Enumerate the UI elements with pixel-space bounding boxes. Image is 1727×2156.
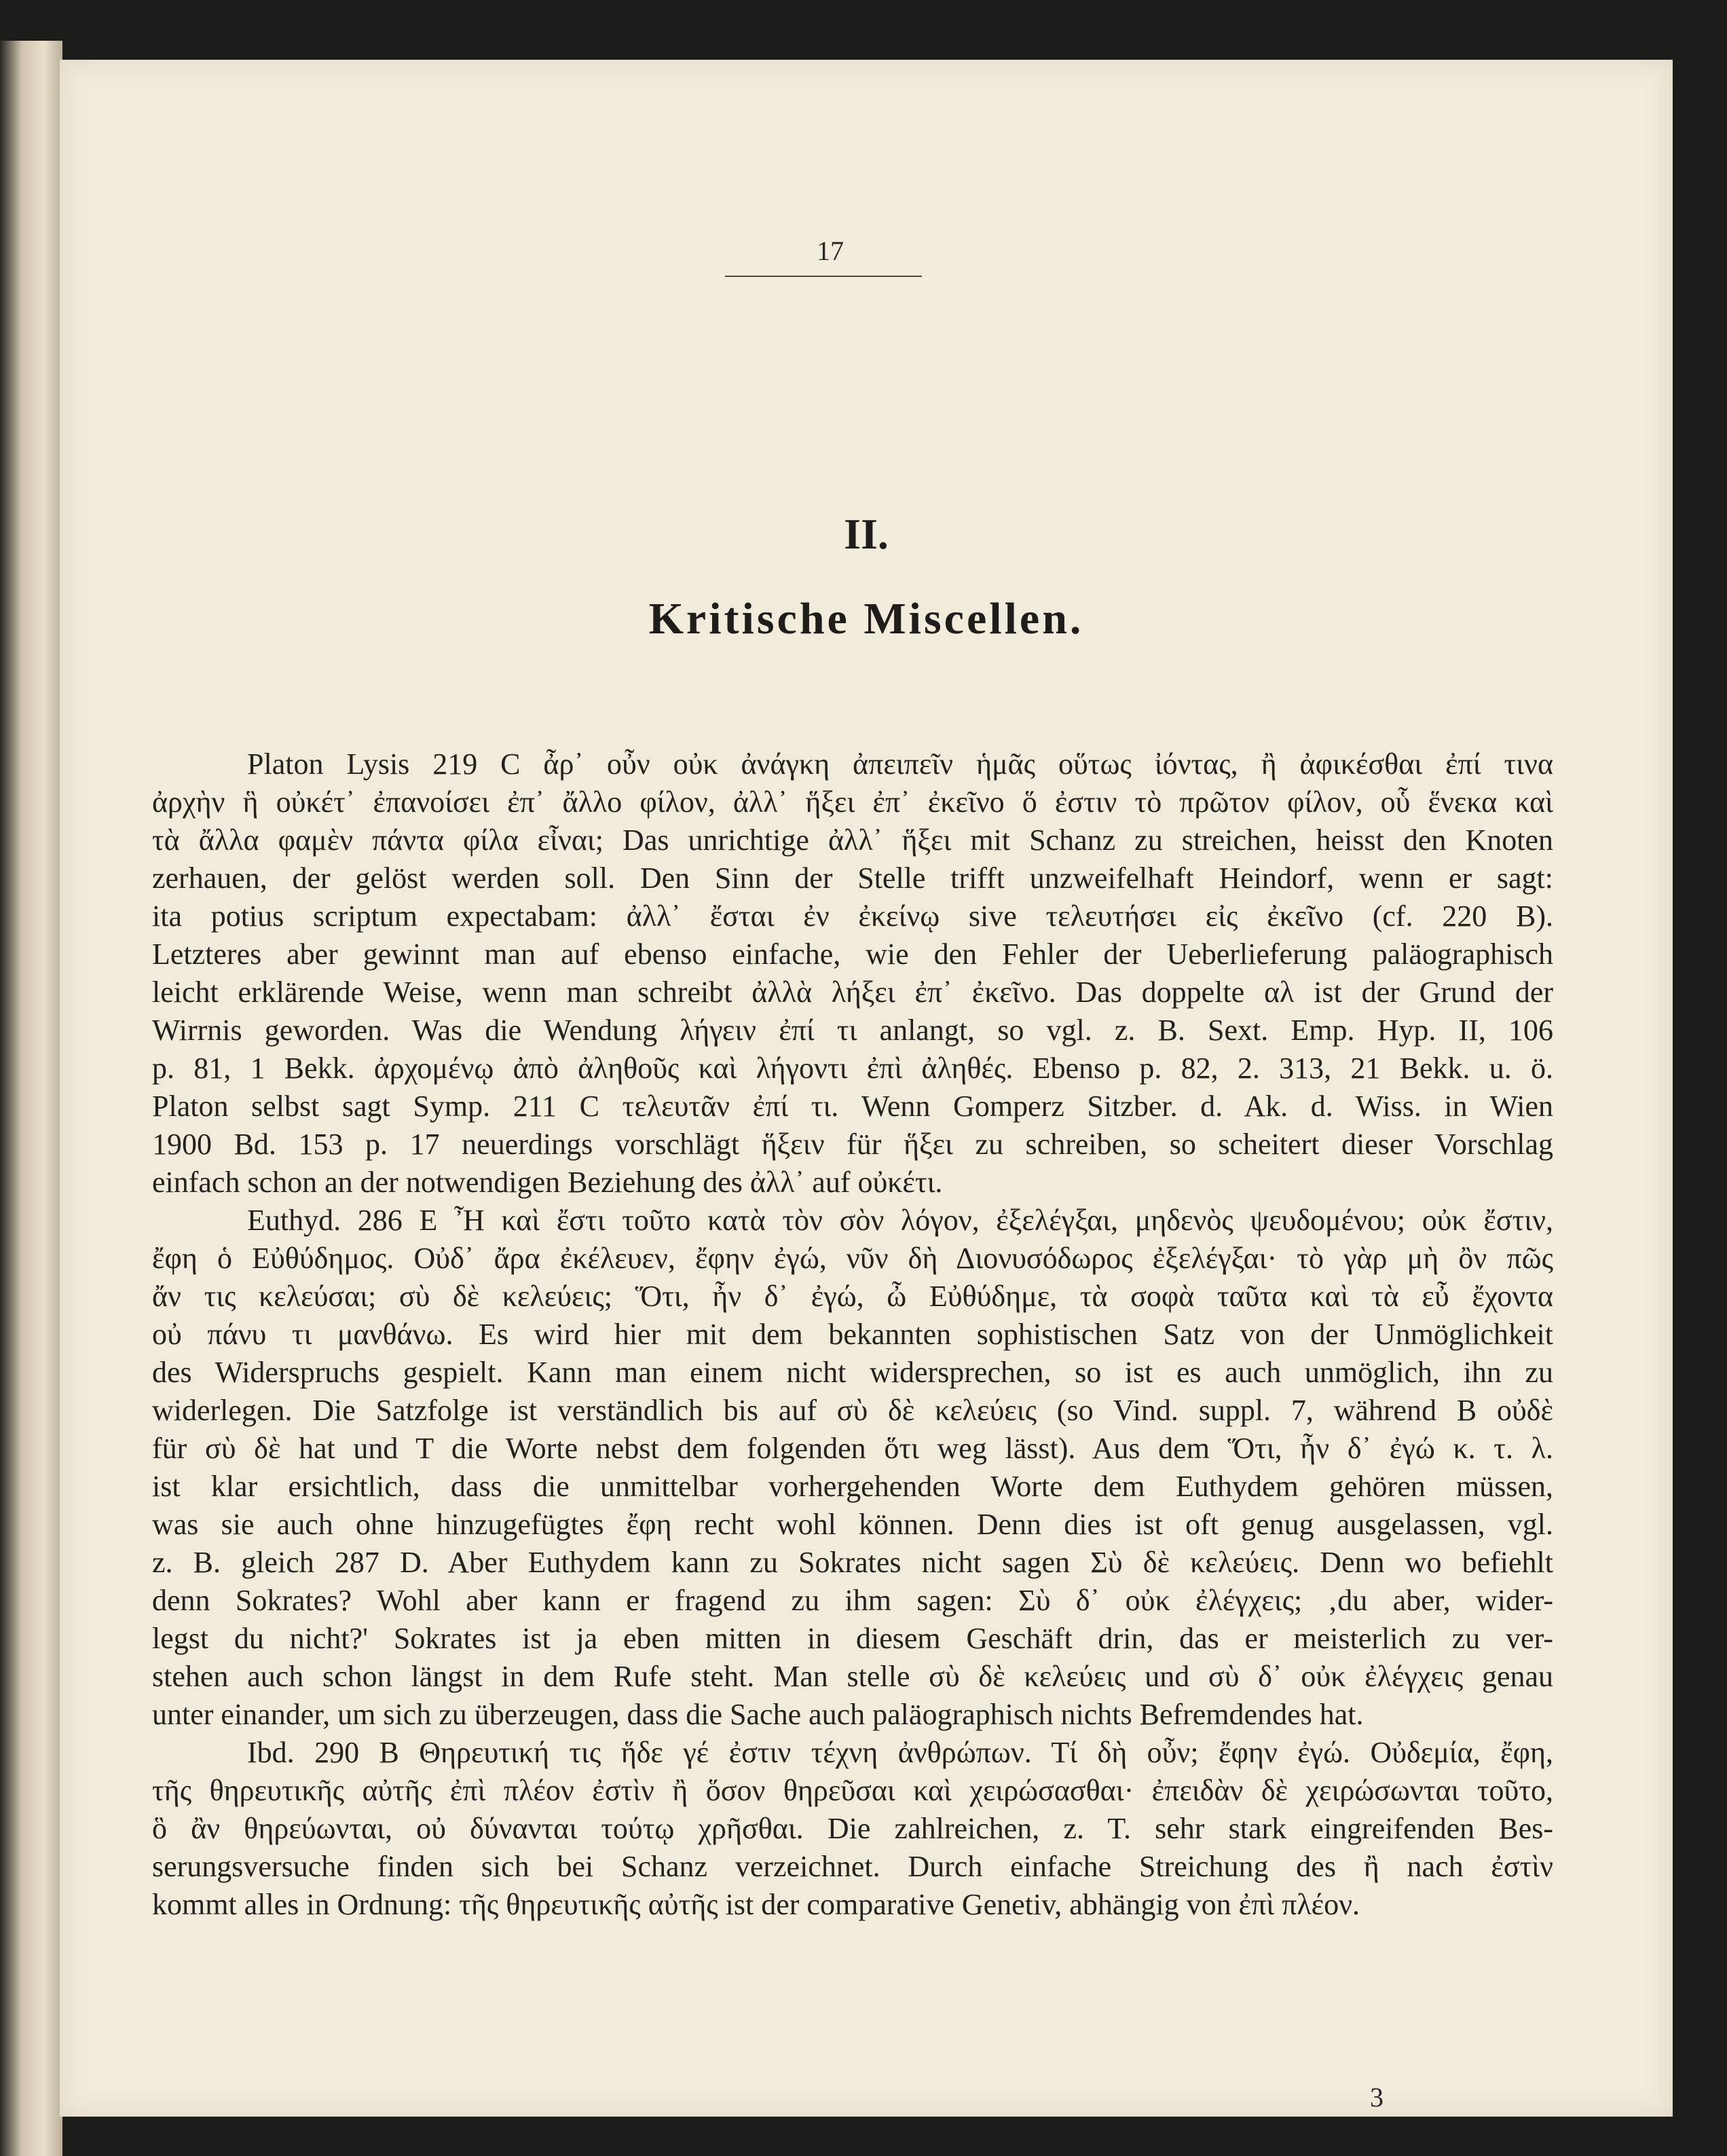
text-line: stehen auch schon längst in dem Rufe steht. Man stelle σὺ δὲ κελεύεις und σὺ δ᾽ οὐκ ἐλέγχεις genau <box>152 1660 1553 1693</box>
text-line: z. B. gleich 287 D. Aber Euthydem kann zu Sokrates nicht sagen Σὺ δὲ κελεύεις. Denn wo befiehlt <box>152 1546 1553 1579</box>
section-title: Kritische Miscellen. <box>648 594 1084 644</box>
text-line: ist klar ersichtlich, dass die unmittelbar vorhergehenden Worte dem Euthydem gehören müssen, <box>152 1470 1553 1503</box>
text-line: ἀρχὴν ἣ οὐκέτ᾽ ἐπανοίσει ἐπ᾽ ἄλλο φίλον, ἀλλ᾽ ἥξει ἐπ᾽ ἐκεῖνο ὅ ἐστιν τὸ πρῶτον φίλον, οὗ ἕνεκα καὶ <box>152 785 1553 819</box>
text-line: τῆς θηρευτικῆς αὐτῆς ἐπὶ πλέον ἐστὶν ἢ ὅσον θηρεῦσαι καὶ χειρώσασθαι· ἐπειδὰν δὲ χειρώσωνται τοῦτο, <box>152 1774 1553 1807</box>
text-line: serungsversuche finden sich bei Schanz verzeichnet. Durch einfache Streichung des ἢ nach ἐστὶν <box>152 1850 1553 1883</box>
text-line: ἔφη ὁ Εὐθύδημος. Οὐδ᾽ ἄρα ἐκέλευεν, ἔφην ἐγώ, νῦν δὴ Διονυσόδωρος ἐξελέγξαι· τὸ γὰρ μὴ ὂν πῶς <box>152 1242 1553 1275</box>
text-line: Euthyd. 286 E Ἦ καὶ ἔστι τοῦτο κατὰ τὸν σὸν λόγον, ἐξελέγξαι, μηδενὸς ψευδομένου; οὐκ ἔστιν, <box>247 1204 1553 1237</box>
text-line: 1900 Bd. 153 p. 17 neuerdings vorschlägt ἥξειν für ἥξει zu schreiben, so scheitert dieser Vorschlag <box>152 1128 1553 1161</box>
text-line: unter einander, um sich zu überzeugen, dass die Sache auch paläographisch nichts Befremdendes hat. <box>152 1698 1364 1731</box>
page-number-rule <box>725 276 922 277</box>
text-line: Platon Lysis 219 C ἆρ᾽ οὖν οὐκ ἀνάγκη ἀπειπεῖν ἡμᾶς οὕτως ἰόντας, ἢ ἀφικέσθαι ἐπί τινα <box>247 747 1553 781</box>
text-line: des Widerspruchs gespielt. Kann man einem nicht widersprechen, so ist es auch unmöglich, ihn zu <box>152 1356 1553 1389</box>
text-line: p. 81, 1 Bekk. ἀρχομένῳ ἀπὸ ἀληθοῦς καὶ λήγοντι ἐπὶ ἀληθές. Ebenso p. 82, 2. 313, 21 Bekk. u. ö. <box>152 1052 1553 1085</box>
text-line: ita potius scriptum expectabam: ἀλλ᾽ ἔσται ἐν ἐκείνῳ sive τελευτήσει εἰς ἐκεῖνο (cf. 220 B). <box>152 899 1553 933</box>
text-line: Wirrnis geworden. Was die Wendung λήγειν ἐπί τι anlangt, so vgl. z. B. Sext. Emp. Hyp. II, 106 <box>152 1014 1553 1047</box>
text-line: οὐ πάνυ τι μανθάνω. Es wird hier mit dem bekannten sophistischen Satz von der Unmöglichkeit <box>152 1318 1553 1351</box>
text-line: ὃ ἂν θηρεύωνται, οὐ δύνανται τούτῳ χρῆσθαι. Die zahlreichen, z. T. sehr stark eingreifenden Bes- <box>152 1812 1553 1845</box>
text-line: Letzteres aber gewinnt man auf ebenso einfache, wie den Fehler der Ueberlieferung paläographisch <box>152 937 1553 971</box>
signature-mark: 3 <box>1370 2082 1384 2113</box>
text-line: kommt alles in Ordnung: τῆς θηρευτικῆς αὐτῆς ist der comparative Genetiv, abhängig von ἐπὶ πλέον. <box>152 1888 1360 1921</box>
text-line: denn Sokrates? Wohl aber kann er fragend zu ihm sagen: Σὺ δ᾽ οὐκ ἐλέγχεις; ‚du aber, wider- <box>152 1584 1553 1617</box>
text-line: widerlegen. Die Satzfolge ist verständlich bis auf σὺ δὲ κελεύεις (so Vind. suppl. 7, während B οὐδὲ <box>152 1394 1553 1427</box>
text-line: für σὺ δὲ hat und T die Worte nebst dem folgenden ὅτι weg lässt). Aus dem Ὅτι, ἦν δ᾽ ἐγώ κ. τ. λ. <box>152 1432 1553 1465</box>
text-line: Platon selbst sagt Symp. 211 C τελευτᾶν ἐπί τι. Wenn Gomperz Sitzber. d. Ak. d. Wiss. in Wien <box>152 1090 1553 1123</box>
text-line: ἄν τις κελεύσαι; σὺ δὲ κελεύεις; Ὅτι, ἦν δ᾽ ἐγώ, ὦ Εὐθύδημε, τὰ σοφὰ ταῦτα καὶ τὰ εὖ ἔχοντα <box>152 1280 1553 1313</box>
body-text <box>152 745 1553 1924</box>
page <box>60 60 1673 2117</box>
text-line: einfach schon an der notwendigen Beziehung des ἀλλ᾽ auf οὐκέτι. <box>152 1166 943 1199</box>
text-line: was sie auch ohne hinzugefügtes ἔφη recht wohl können. Denn dies ist oft genug ausgelassen, vgl. <box>152 1508 1553 1541</box>
page-number: 17 <box>817 236 844 266</box>
text-line: Ibd. 290 B Θηρευτική τις ἥδε γέ ἐστιν τέχνη ἀνθρώπων. Τί δὴ οὖν; ἔφην ἐγώ. Οὐδεμία, ἔφη, <box>247 1736 1553 1769</box>
section-numeral: II. <box>844 510 889 558</box>
text-line: τὰ ἄλλα φαμὲν πάντα φίλα εἶναι; Das unrichtige ἀλλ᾽ ἥξει mit Schanz zu streichen, heisst den Knoten <box>152 823 1553 857</box>
text-line: zerhauen, der gelöst werden soll. Den Sinn der Stelle trifft unzweifelhaft Heindorf, wenn er sagt: <box>152 861 1553 895</box>
text-line: legst du nicht?' Sokrates ist ja eben mitten in diesem Geschäft drin, das er meisterlich zu ver- <box>152 1622 1553 1655</box>
previous-page-edge <box>0 41 62 2156</box>
text-line: leicht erklärende Weise, wenn man schreibt ἀλλὰ λήξει ἐπ᾽ ἐκεῖνο. Das doppelte αλ ist der Grund der <box>152 975 1553 1009</box>
